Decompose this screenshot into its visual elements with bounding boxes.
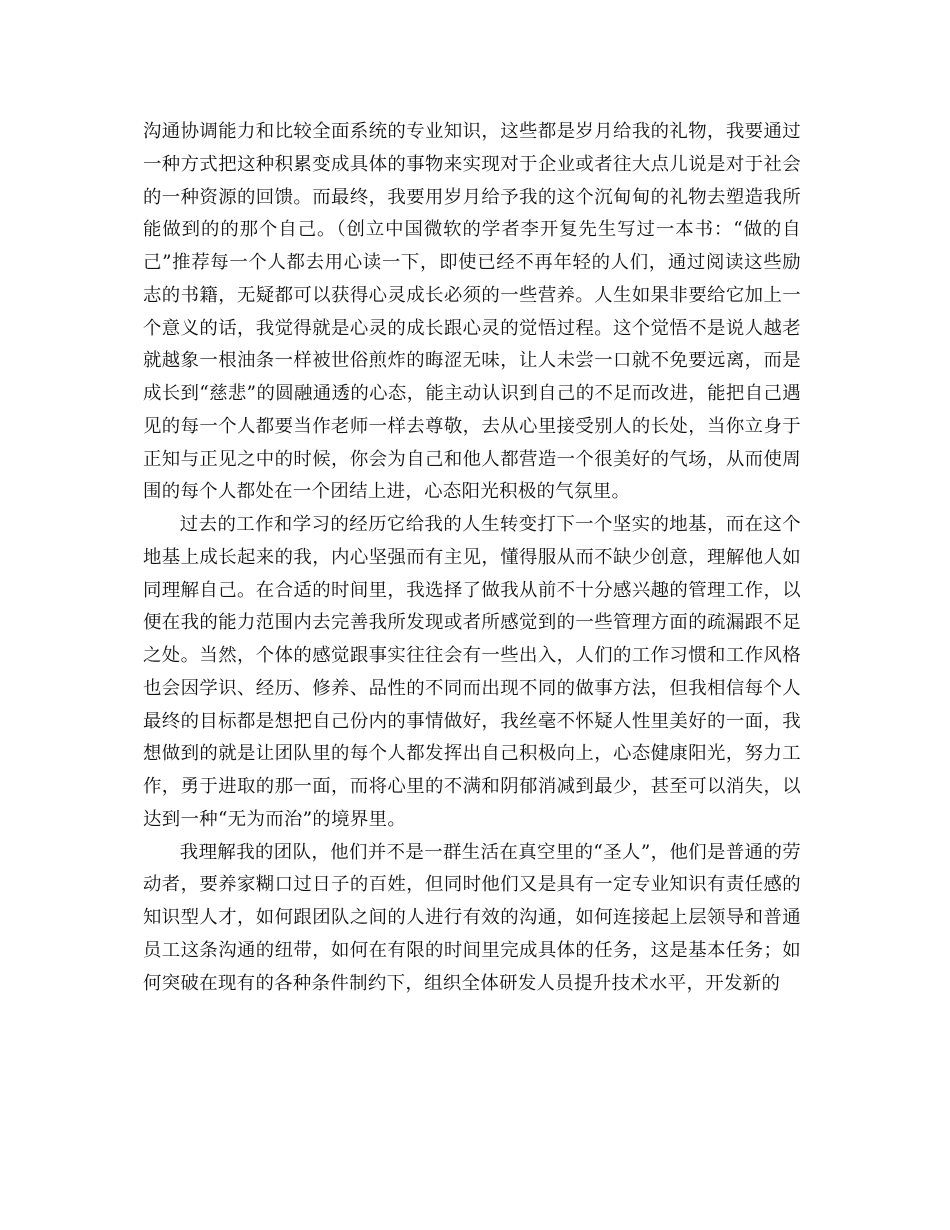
document-body — [143, 116, 801, 1000]
paragraph-1: 沟通协调能力和比较全面系统的专业知识，这些都是岁月给我的礼物，我要通过一种方式把这种积累变成具体的事物来实现对于企业或者往大点儿说是对于社会的一种资源的回馈。而最终，我要用岁月给予我的这个沉甸甸的礼物去塑造我所能做到的的那个自己。（创立中国微软的学者李开复先生写过一本书：“做的自己”推荐每一个人都去用心读一下，即使已经不再年轻的人们，通过阅读这些励志的书籍，无疑都可以获得心灵成长必须的一些营养。人生如果非要给它加上一个意义的话，我觉得就是心灵的成长跟心灵的觉悟过程。这个觉悟不是说人越老就越象一根油条一样被世俗煎炸的晦涩无味，让人未尝一口就不免要远离，而是成长到“慈悲”的圆融通透的心态，能主动认识到自己的不足而改进，能把自己遇见的每一个人都要当作老师一样去尊敬，去从心里接受别人的长处，当你立身于正知与正见之中的时候，你会为自己和他人都营造一个很美好的气场，从而使周围的每个人都处在一个团结上进，心态阳光积极的气氛里。 — [143, 121, 801, 503]
paragraph-2: 过去的工作和学习的经历它给我的人生转变打下一个坚实的地基，而在这个地基上成长起来的我，内心坚强而有主见，懂得服从而不缺少创意，理解他人如同理解自己。在合适的时间里，我选择了做我从前不十分感兴趣的管理工作，以便在我的能力范围内去完善我所发现或者所感觉到的一些管理方面的疏漏跟不足之处。当然，个体的感觉跟事实往往会有一些出入，人们的工作习惯和工作风格也会因学识、经历、修养、品性的不同而出现不同的做事方法，但我相信每个人最终的目标都是想把自己份内的事情做好，我丝毫不怀疑人性里美好的一面，我想做到的就是让团队里的每个人都发挥出自己积极向上，心态健康阳光，努力工作，勇于进取的那一面，而将心里的不满和阴郁消减到最少，甚至可以消失，以达到一种“无为而治”的境界里。 — [143, 514, 801, 830]
paragraph-3: 我理解我的团队，他们并不是一群生活在真空里的“圣人”，他们是普通的劳动者，要养家糊口过日子的百姓，但同时他们又是具有一定专业知识有责任感的知识型人才，如何跟团队之间的人进行有效的沟通，如何连接起上层领导和普通员工这条沟通的纽带，如何在有限的时间里完成具体的任务，这是基本任务；如何突破在现有的各种条件制约下，组织全体研发人员提升技术水平，开发新的 — [143, 841, 801, 994]
